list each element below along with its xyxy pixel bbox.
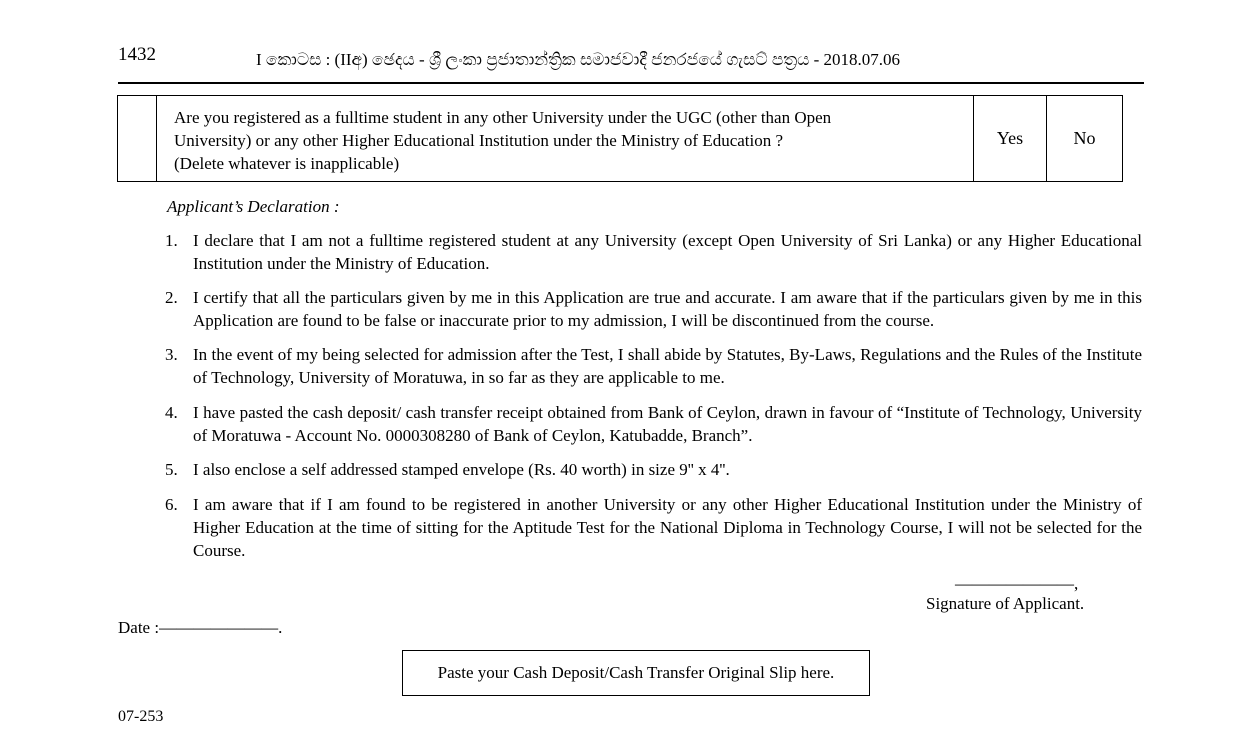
reference-number: 07-253	[118, 708, 164, 725]
item-text: I certify that all the particulars given by me in this Application are true and accurate. I am aware that if the particulars given by me in this Application are found to be false or inaccurate prior to my admission, I will be discontinued from the course.	[193, 288, 1142, 330]
item-number: 2.	[165, 288, 178, 307]
gazette-header-title: I කොටස : (IIඅ) ඡෙදය - ශ්‍රී ලංකා ප්‍රජාතාන්ත්‍රික සමාජවාදී ජනරජයේ ගැසට් පත්‍රය - 2018.07.06	[256, 50, 901, 69]
item-number: 5.	[165, 460, 178, 479]
question-line: University) or any other Higher Educational Institution under the Ministry of Education ?	[174, 131, 784, 150]
item-text: I also enclose a self addressed stamped envelope (Rs. 40 worth) in size 9'' x 4''.	[193, 460, 730, 479]
question-text	[174, 106, 964, 175]
item-number: 6.	[165, 495, 178, 514]
item-text: I declare that I am not a fulltime registered student at any University (except Open University of Sri Lanka) or any Higher Educational Institution under the Ministry of Education.	[193, 231, 1142, 273]
question-line: (Delete whatever is inapplicable)	[174, 154, 400, 173]
item-text: I am aware that if I am found to be registered in another University or any other Higher Educational Institution under the Ministry of Higher Education at the time of sitting for the Aptitude Test for the National Diploma in Technology Course, I will not be selected for the Course.	[193, 495, 1142, 560]
item-number: 4.	[165, 403, 178, 422]
option-yes[interactable]: Yes	[996, 128, 1024, 148]
signature-line[interactable]: ———————,	[955, 574, 1079, 593]
declaration-heading: Applicant’s Declaration :	[167, 197, 340, 216]
page-number: 1432	[118, 44, 156, 65]
option-no[interactable]: No	[1073, 128, 1096, 148]
date-field[interactable]: Date :———————.	[118, 618, 283, 637]
item-text: In the event of my being selected for admission after the Test, I shall abide by Statutes, By-Laws, Regulations and the Rules of the Institute of Technology, University of Moratuwa, in so far as they are applicable to me.	[193, 345, 1142, 387]
paste-slip-box: Paste your Cash Deposit/Cash Transfer Original Slip here.	[402, 650, 870, 696]
table-divider	[156, 96, 157, 181]
item-number: 1.	[165, 231, 178, 250]
question-table	[117, 95, 1123, 182]
header-rule	[118, 82, 1144, 84]
item-text: I have pasted the cash deposit/ cash transfer receipt obtained from Bank of Ceylon, drawn in favour of “Institute of Technology, University of Moratuwa - Account No. 0000308280 of Bank of Ceylon, Katubadde, Branch”.	[193, 403, 1142, 445]
item-number: 3.	[165, 345, 178, 364]
signature-label: Signature of Applicant.	[926, 594, 1085, 613]
question-line: Are you registered as a fulltime student in any other University under the UGC (other than Open	[174, 108, 832, 127]
